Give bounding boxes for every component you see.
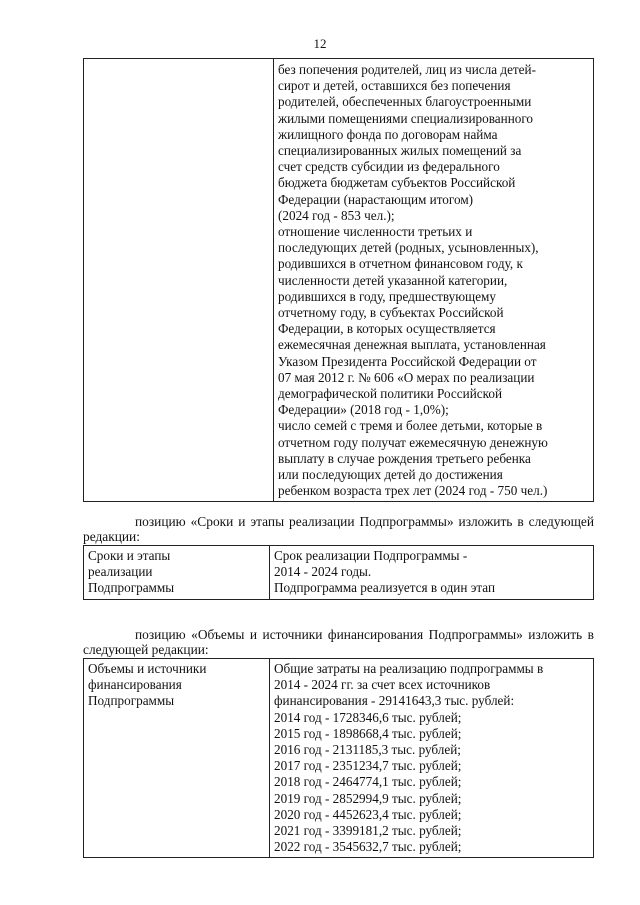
terms-label-line: Подпрограммы [88,580,175,596]
page-number: 12 [313,36,327,51]
terms-label-line: реализации [88,564,153,580]
indicator-text-line: без попечения родителей, лиц из числа детей- [278,62,536,77]
funding-value-line: 2018 год - 2464774,1 тыс. рублей; [274,774,462,790]
terms-label-line: Сроки и этапы [88,548,171,563]
indicator-text-line: Федерации» (2018 год - 1,0%); [278,402,449,418]
funding-value-line: 2014 год - 1728346,6 тыс. рублей; [274,709,462,725]
indicator-text-line: Федерации, в которых осуществляется [278,321,496,337]
funding-value-line: 2015 год - 1898668,4 тыс. рублей; [274,725,462,741]
indicator-text-line: отношение численности третьих и [278,224,473,240]
funding-value-line: 2022 год - 3545632,7 тыс. рублей; [274,839,462,855]
funding-value-line: 2021 год - 3399181,2 тыс. рублей; [274,823,462,839]
indicator-text-line: демографической политики Российской [278,386,502,402]
indicator-text-line: выплату в случае рождения третьего ребенка [278,450,531,466]
indicator-text-line: родившихся в отчетном финансовом году, к [278,256,523,272]
indicator-text-line: родившихся в году, предшествующему [278,288,496,304]
funding-value-line: 2016 год - 2131185,3 тыс. рублей; [274,742,461,758]
indicator-text-line: жилищного фонда по договорам найма [278,126,498,142]
indicator-text-line: сирот и детей, оставшихся без попечения [278,78,511,94]
indicator-text-line: ребенком возраста трех лет (2024 год - 750 чел.) [278,483,548,499]
indicator-text-line: специализированных жилых помещений за [278,143,522,159]
indicators-right-cell [274,59,594,502]
indicator-text-line: 07 мая 2012 г. № 606 «О мерах по реализации [278,369,535,385]
funding-value-line: 2014 - 2024 гг. за счет всех источников [274,677,491,693]
indicator-text-line: ежемесячная денежная выплата, установленная [278,337,546,353]
funding-label-line: Объемы и источники [88,661,207,676]
funding-table [83,658,594,858]
terms-table [83,545,594,600]
funding-label-cell [84,659,270,858]
terms-value-line: Подпрограмма реализуется в один этап [274,580,496,596]
indicator-text-line: отчетному году, в субъектах Российской [278,305,504,321]
indicator-text-line: численности детей указанной категории, [278,272,508,288]
indicator-text-line: (2024 год - 853 чел.); [278,207,395,223]
funding-value-line: финансирования - 29141643,3 тыс. рублей: [274,693,515,709]
funding-label-line: финансирования [88,677,182,693]
funding-label-line: Подпрограммы [88,693,175,709]
terms-value-line: Срок реализации Подпрограммы - [274,548,468,563]
funding-value-line: 2017 год - 2351234,7 тыс. рублей; [274,758,462,774]
indicator-text-line: жилыми помещениями специализированного [278,110,534,126]
indicator-text-line: счет средств субсидии из федерального [278,159,500,175]
instruction-paragraph-terms: позицию «Сроки и этапы реализации Подпрограммы» изложить в следующей редакции: [83,514,594,544]
indicator-text-line: Федерации (нарастающим итогом) [278,191,474,207]
indicator-text-line: родителей, обеспеченных благоустроенными [278,94,532,110]
instruction-paragraph-funding: позицию «Объемы и источники финансирования Подпрограммы» изложить в следующей редакции: [83,627,594,657]
terms-value-cell [270,546,594,600]
indicator-text-line: последующих детей (родных, усыновленных), [278,240,539,256]
indicator-text-line: Указом Президента Российской Федерации от [278,353,537,369]
funding-value-line: 2019 год - 2852994,9 тыс. рублей; [274,790,462,806]
indicators-left-cell [84,59,274,502]
indicators-table [83,58,594,502]
indicator-text-line: отчетном году получат ежемесячную денежную [278,434,548,450]
funding-value-line: Общие затраты на реализацию подпрограммы в [274,661,544,676]
indicator-text-line: число семей с тремя и более детьми, которые в [278,418,543,434]
funding-value-line: 2020 год - 4452623,4 тыс. рублей; [274,806,462,822]
terms-value-line: 2014 - 2024 годы. [274,564,372,580]
funding-value-cell [270,659,594,858]
indicator-text-line: или последующих детей до достижения [278,467,503,483]
indicator-text-line: бюджета бюджетам субъектов Российской [278,175,516,191]
terms-label-cell [84,546,270,600]
